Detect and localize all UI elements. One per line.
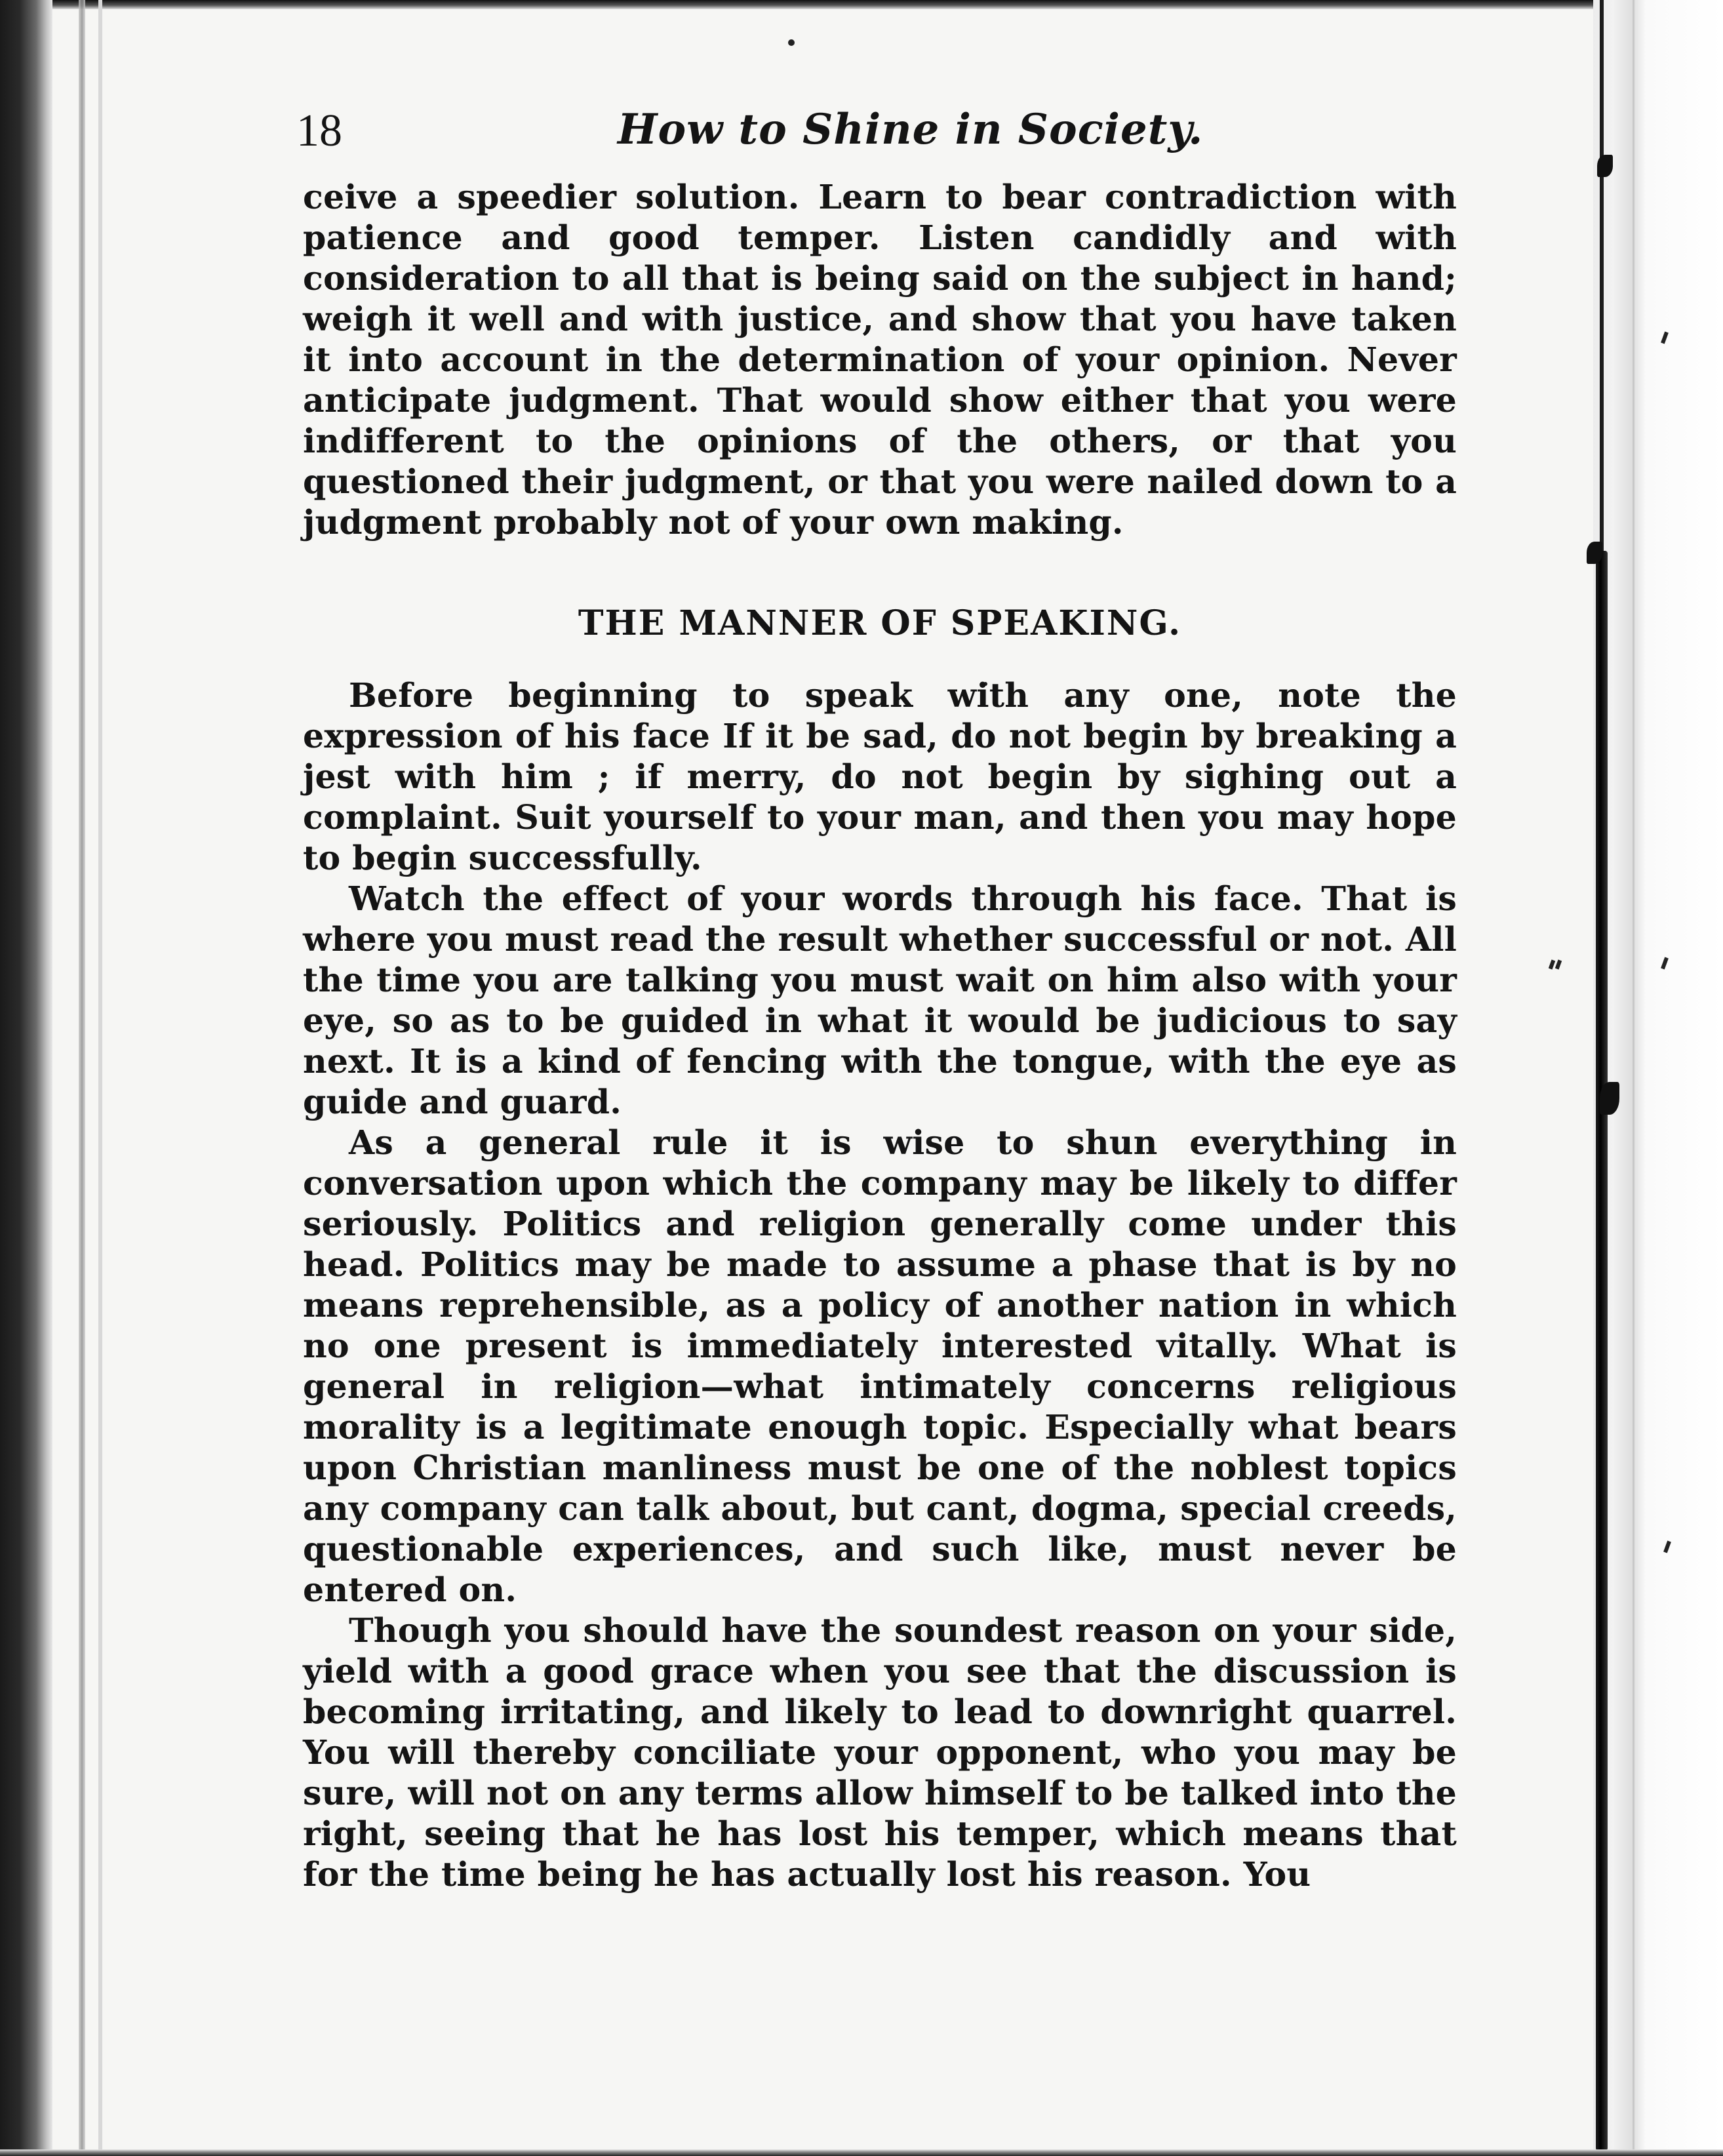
paragraph: Before beginning to speak with any one, note the expression of his face If it be sad, do not begin by breaking a jest with him ; if merry, do not begin by sighing out a complaint. Suit yourself to your man, and then you may hope to begin successfully. <box>303 676 1457 877</box>
gutter-blot <box>1597 155 1613 177</box>
running-head <box>296 105 1457 177</box>
paragraph: As a general rule it is wise to shun everything in conversation upon which the company may be likely to differ seriously. Politics and religion generally come under this head. Politics may be made to assume a phase that is by no means reprehensible, as a policy of another nation in which no one present is immediately interested vitally. What is general in religion—what intimately concerns religious morality is a legitimate enough topic. Especially what bears upon Christian manliness must be one of the noblest topics any company can talk about, but cant, dogma, special creeds, questionable experiences, and such like, must never be entered on. <box>303 1123 1457 1609</box>
gutter-shadow <box>1596 551 1608 2151</box>
gutter-edge-line <box>1633 0 1634 2156</box>
paragraph: Watch the effect of your words through his face. That is where you must read the result whether successful or not. All the time you are talking you must wait on him also with your eye, so as to be guided in what it would be judicious to say next. It is a kind of fencing with the tongue, with the eye as guide and guard. <box>303 879 1457 1121</box>
scan-top-edge <box>0 0 1723 9</box>
page-number: 18 <box>296 106 342 156</box>
page-stack-line <box>98 0 102 2156</box>
gutter-blot <box>1600 1082 1619 1115</box>
binding-edge <box>0 0 52 2156</box>
book-gutter <box>1593 0 1723 2156</box>
page-text-block <box>296 105 1457 1895</box>
page-stack-shadow <box>79 0 85 2156</box>
paragraph-continued: ceive a speedier solution. Learn to bear contradiction with patience and good temper. Listen candidly and with consideration to all that is being said on the subject in hand; weigh it well and with justice, and show that you have taken it into account in the determination of your opinion. Never anticipate judgment. That would show either that you were indifferent to the opinions of the others, or that you questioned their judgment, or that you were nailed down to a judgment probably not of your own making. <box>303 178 1457 542</box>
running-title: How to Shine in Society. <box>618 105 1204 154</box>
ink-speck <box>788 39 795 46</box>
gutter-blot <box>1587 542 1602 564</box>
scan-bottom-edge <box>0 2149 1723 2156</box>
section-heading: THE MANNER OF SPEAKING. <box>578 603 1182 643</box>
gutter-tick <box>1555 959 1562 969</box>
paragraph: Though you should have the soundest reason on your side, yield with a good grace when you see that the discussion is becoming irritating, and likely to lead to downright quarrel. You will thereby conciliate your opponent, who you may be sure, will not on any terms allow himself to be talked into the right, seeing that he has lost his temper, which means that for the time being he has actually lost his reason. You <box>303 1611 1457 1894</box>
